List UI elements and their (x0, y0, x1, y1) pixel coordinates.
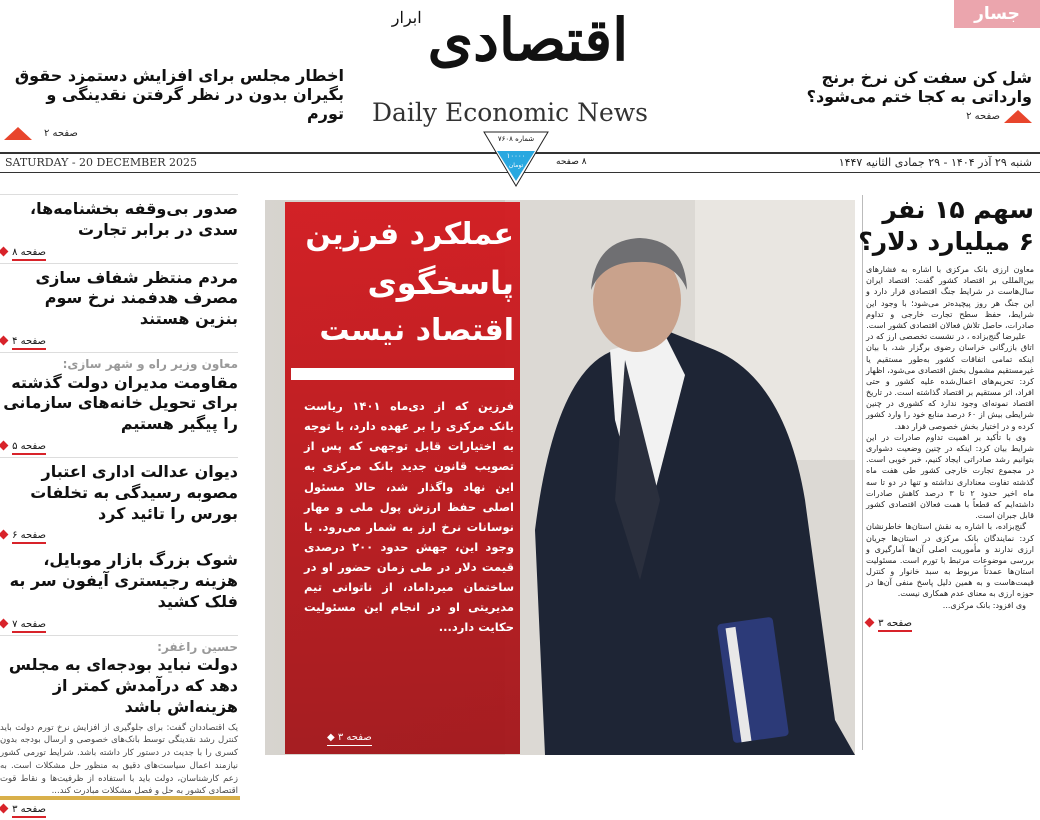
story-headline: شوک بزرگ بازار موبایل، هزینه رجیستری آیفون سر به فلک کشید (9, 550, 238, 611)
diamond-icon (0, 246, 8, 256)
top-left-teaser[interactable] (4, 66, 344, 140)
article-paragraph: وی با تأکید بر اهمیت تداوم صادرات در این شرایط بیان کرد: اینکه در چنین وضعیت دشواری بتوانیم رشد صادراتی ایجاد کنیم، خبر خوبی است. در مجموع تجارت خارجی کشور طی هفت ماه گذشته تفاوت معناداری نداشته و تنها در دو تا سه ماه اخیر حدود ۲ تا ۳ درصد کاهش صادرات داشته‌ایم که قطعاً با همت فعالان اقتصادی کشور قابل جبران است. (866, 432, 1035, 521)
right-article-body (866, 264, 1034, 611)
masthead-logo (352, 0, 668, 130)
article-paragraph: وی افزود: بانک مرکزی... (942, 600, 1026, 610)
main-headline-3: اقتصاد نیست (319, 313, 514, 348)
top-right-page-ref[interactable] (966, 110, 1032, 123)
left-story-2[interactable] (0, 263, 238, 352)
right-column-rule (862, 195, 863, 750)
left-story-6[interactable] (0, 635, 238, 820)
page-ref[interactable] (0, 615, 238, 632)
masthead-title-en: Daily Economic News (371, 98, 648, 127)
price-unit: تومان (508, 162, 524, 169)
headline-rule (291, 368, 514, 380)
main-headline-2: پاسخگوی (367, 264, 514, 302)
main-page-ref[interactable]: صفحه ۳ ◆ (327, 731, 372, 746)
issue-number: شماره ۷۶۰۸ (497, 135, 535, 143)
section-badge: جسار (954, 0, 1040, 28)
left-column (0, 194, 238, 820)
main-body: فرزین که از دی‌ماه ۱۴۰۱ ریاست بانک مرکزی را بر عهده دارد، با توجه به اختیارات قابل توجهی که پس از تصویب قانون جدید بانک مرکزی به این نهاد واگذار شد، حالا مسئول اصلی حفظ ارزش پول ملی و مهار نوسانات نرخ ارز به شمار می‌رود. با وجود این، جهش حدود ۲۰۰ درصدی قیمت دلار در طی زمان حضور او در ساختمان میرداماد، از ناتوانی تیم مدیریتی او در انجام این مسئولیت حکایت دارد... (304, 399, 514, 635)
article-paragraph: معاون ارزی بانک مرکزی با اشاره به فشارهای بین‌المللی بر اقتصاد کشور گفت: اقتصاد ایران سال‌هاست در شرایط جنگ اقتصادی قرار دارد و این جنگ هر روز پیچیده‌تر می‌شود؛ با وجود این شرایط، حفظ سطح تجارت خارجی و تداوم صادرات، حاصل تلاش فعالان اقتصادی کشور است. (866, 265, 1034, 330)
page-ref-label: صفحه ۶ (12, 530, 46, 544)
diamond-icon (0, 441, 8, 451)
main-headline-1: عملکرد فرزین (305, 217, 514, 252)
diamond-icon (0, 530, 8, 540)
issue-price-triangle (483, 131, 549, 187)
page-ref[interactable] (0, 332, 238, 349)
top-left-page-ref[interactable] (4, 127, 78, 140)
page-ref[interactable] (0, 526, 238, 543)
story-headline: دولت نباید بودجه‌ای به مجلس دهد که درآمدش کمتر از هزینه‌اش باشد (8, 655, 238, 716)
page-ref-label: صفحه ۴ (12, 336, 46, 350)
page-ref-label: صفحه ۸ (12, 247, 46, 261)
right-page-ref[interactable] (866, 614, 1034, 631)
triangle-icon (4, 127, 32, 140)
page-ref[interactable] (0, 800, 238, 817)
page-ref[interactable] (0, 437, 238, 454)
page-ref-label: صفحه ۲ (44, 127, 78, 139)
bottom-strip (0, 796, 240, 800)
page-ref-label: صفحه ۳ (878, 618, 912, 632)
top-right-headline[interactable]: شل کن سفت کن نرخ برنج وارداتی به کجا ختم می‌شود؟ (806, 68, 1032, 107)
right-headline-1[interactable]: سهم ۱۵ نفر (882, 195, 1034, 224)
page-ref-label: صفحه ۲ (966, 111, 1000, 123)
triangle-icon (1004, 110, 1032, 123)
page-count: ۸ صفحه (556, 157, 587, 167)
left-story-1[interactable] (0, 194, 238, 263)
diamond-icon (0, 618, 8, 628)
right-headline-2[interactable]: ۶ میلیارد دلار؟ (858, 227, 1034, 256)
left-story-5[interactable] (0, 546, 238, 634)
story-body: یک اقتصاددان گفت: برای جلوگیری از افزایش نرخ تورم دولت باید کنترل رشد نقدینگی توسط بانک‌های خصوصی و ارسال بودجه بدون کسری را با جدیت در دستور کار داشته باشد. شرایط تورمی کشور نیازمند اعمال سیاست‌های دقیق به منظور حل مشکلات است. به زعم کارشناسان، دولت باید با استفاده از ظرفیت‌ها و نقاط قوت اقتصادی کشور به حل و فصل مشکلات مبادرت کند... (0, 722, 238, 797)
article-paragraph: علیرضا گنج‌بزاده ، در نشست تخصصی ارز که در اتاق بازرگانی خراسان رضوی برگزار شد، با بیان اینکه تمامی اتفاقات کشور به‌طور مستقیم یا غیرمستقیم مشمول بخش اقتصادی می‌شود، اظهار کرد: تحریم‌های اعمال‌شده علیه کشور و حتی افراد، اثر مستقیم بر اقتصاد گذاشته است. در تاریخ اقتصاد نمونه‌ای وجود ندارد که کشوری در چنین شرایطی بیش از ۶۰ درصد منابع خود را وارد کشور کرده و در اختیار بخش خصوصی قرار دهد. (866, 332, 1034, 431)
top-left-headline[interactable]: اخطار مجلس برای افزایش دستمزد حقوق بگیران بدون در نظر گرفتن نقدینگی و تورم (14, 66, 344, 124)
date-fa: شنبه ۲۹ آذر ۱۴۰۴ - ۲۹ جمادی الثانیه ۱۴۴۷ (838, 156, 1032, 169)
page-ref-label: صفحه ۵ (12, 441, 46, 455)
left-story-3[interactable] (0, 352, 238, 457)
page-ref-label: صفحه ۳ (12, 804, 46, 818)
date-en: SATURDAY - 20 DECEMBER 2025 (5, 156, 197, 169)
diamond-icon (865, 617, 875, 627)
story-headline: مردم منتظر شفاف سازی مصرف هدفمند نرخ سوم بنزین هستند (35, 267, 238, 329)
page-ref-label: صفحه ۷ (12, 619, 46, 633)
masthead-title-small: ابرار (391, 8, 422, 27)
top-right-teaser[interactable] (782, 68, 1032, 123)
story-headline: صدور بی‌وقفه بخشنامه‌ها، سدی در برابر تجارت (30, 199, 238, 239)
diamond-icon (0, 336, 8, 346)
main-story-panel[interactable] (285, 202, 520, 754)
page-ref[interactable] (0, 243, 238, 260)
story-headline: مقاومت مدیران دولت گذشته برای تحویل خانه‌های سازمانی را پیگیر هستیم (3, 372, 238, 434)
diamond-icon (0, 804, 8, 814)
story-headline: دیوان عدالت اداری اعتبار مصوبه رسیدگی به تخلفات بورس را تائید کرد (30, 461, 238, 523)
left-story-4[interactable] (0, 457, 238, 546)
story-kicker: حسین راغفر: (157, 639, 238, 654)
right-column (858, 194, 1035, 631)
page-ref-label: صفحه ۳ (337, 732, 372, 743)
price: ۱۰۰۰۰ (506, 152, 526, 160)
article-paragraph: گنج‌بزاده، با اشاره به نقش استان‌ها خاطرنشان کرد: نمایندگان بانک مرکزی در استان‌ها جریان ارزی ندارند و مأموریت اصلی آن‌ها آمارگیری و بررسی موضوعات مرتبط با تورم است. مسئولیت استان‌ها عمدتاً مربوط به سبد خانوار و کنترل قیمت‌هاست و به همین دلیل پاسخ منفی آن‌ها در حوزه ارزی به معنای عدم همکاری نیست. (866, 522, 1034, 599)
masthead-title-fa: اقتصادی (427, 6, 629, 74)
story-kicker: معاون وزیر راه و شهر سازی: (62, 356, 238, 371)
